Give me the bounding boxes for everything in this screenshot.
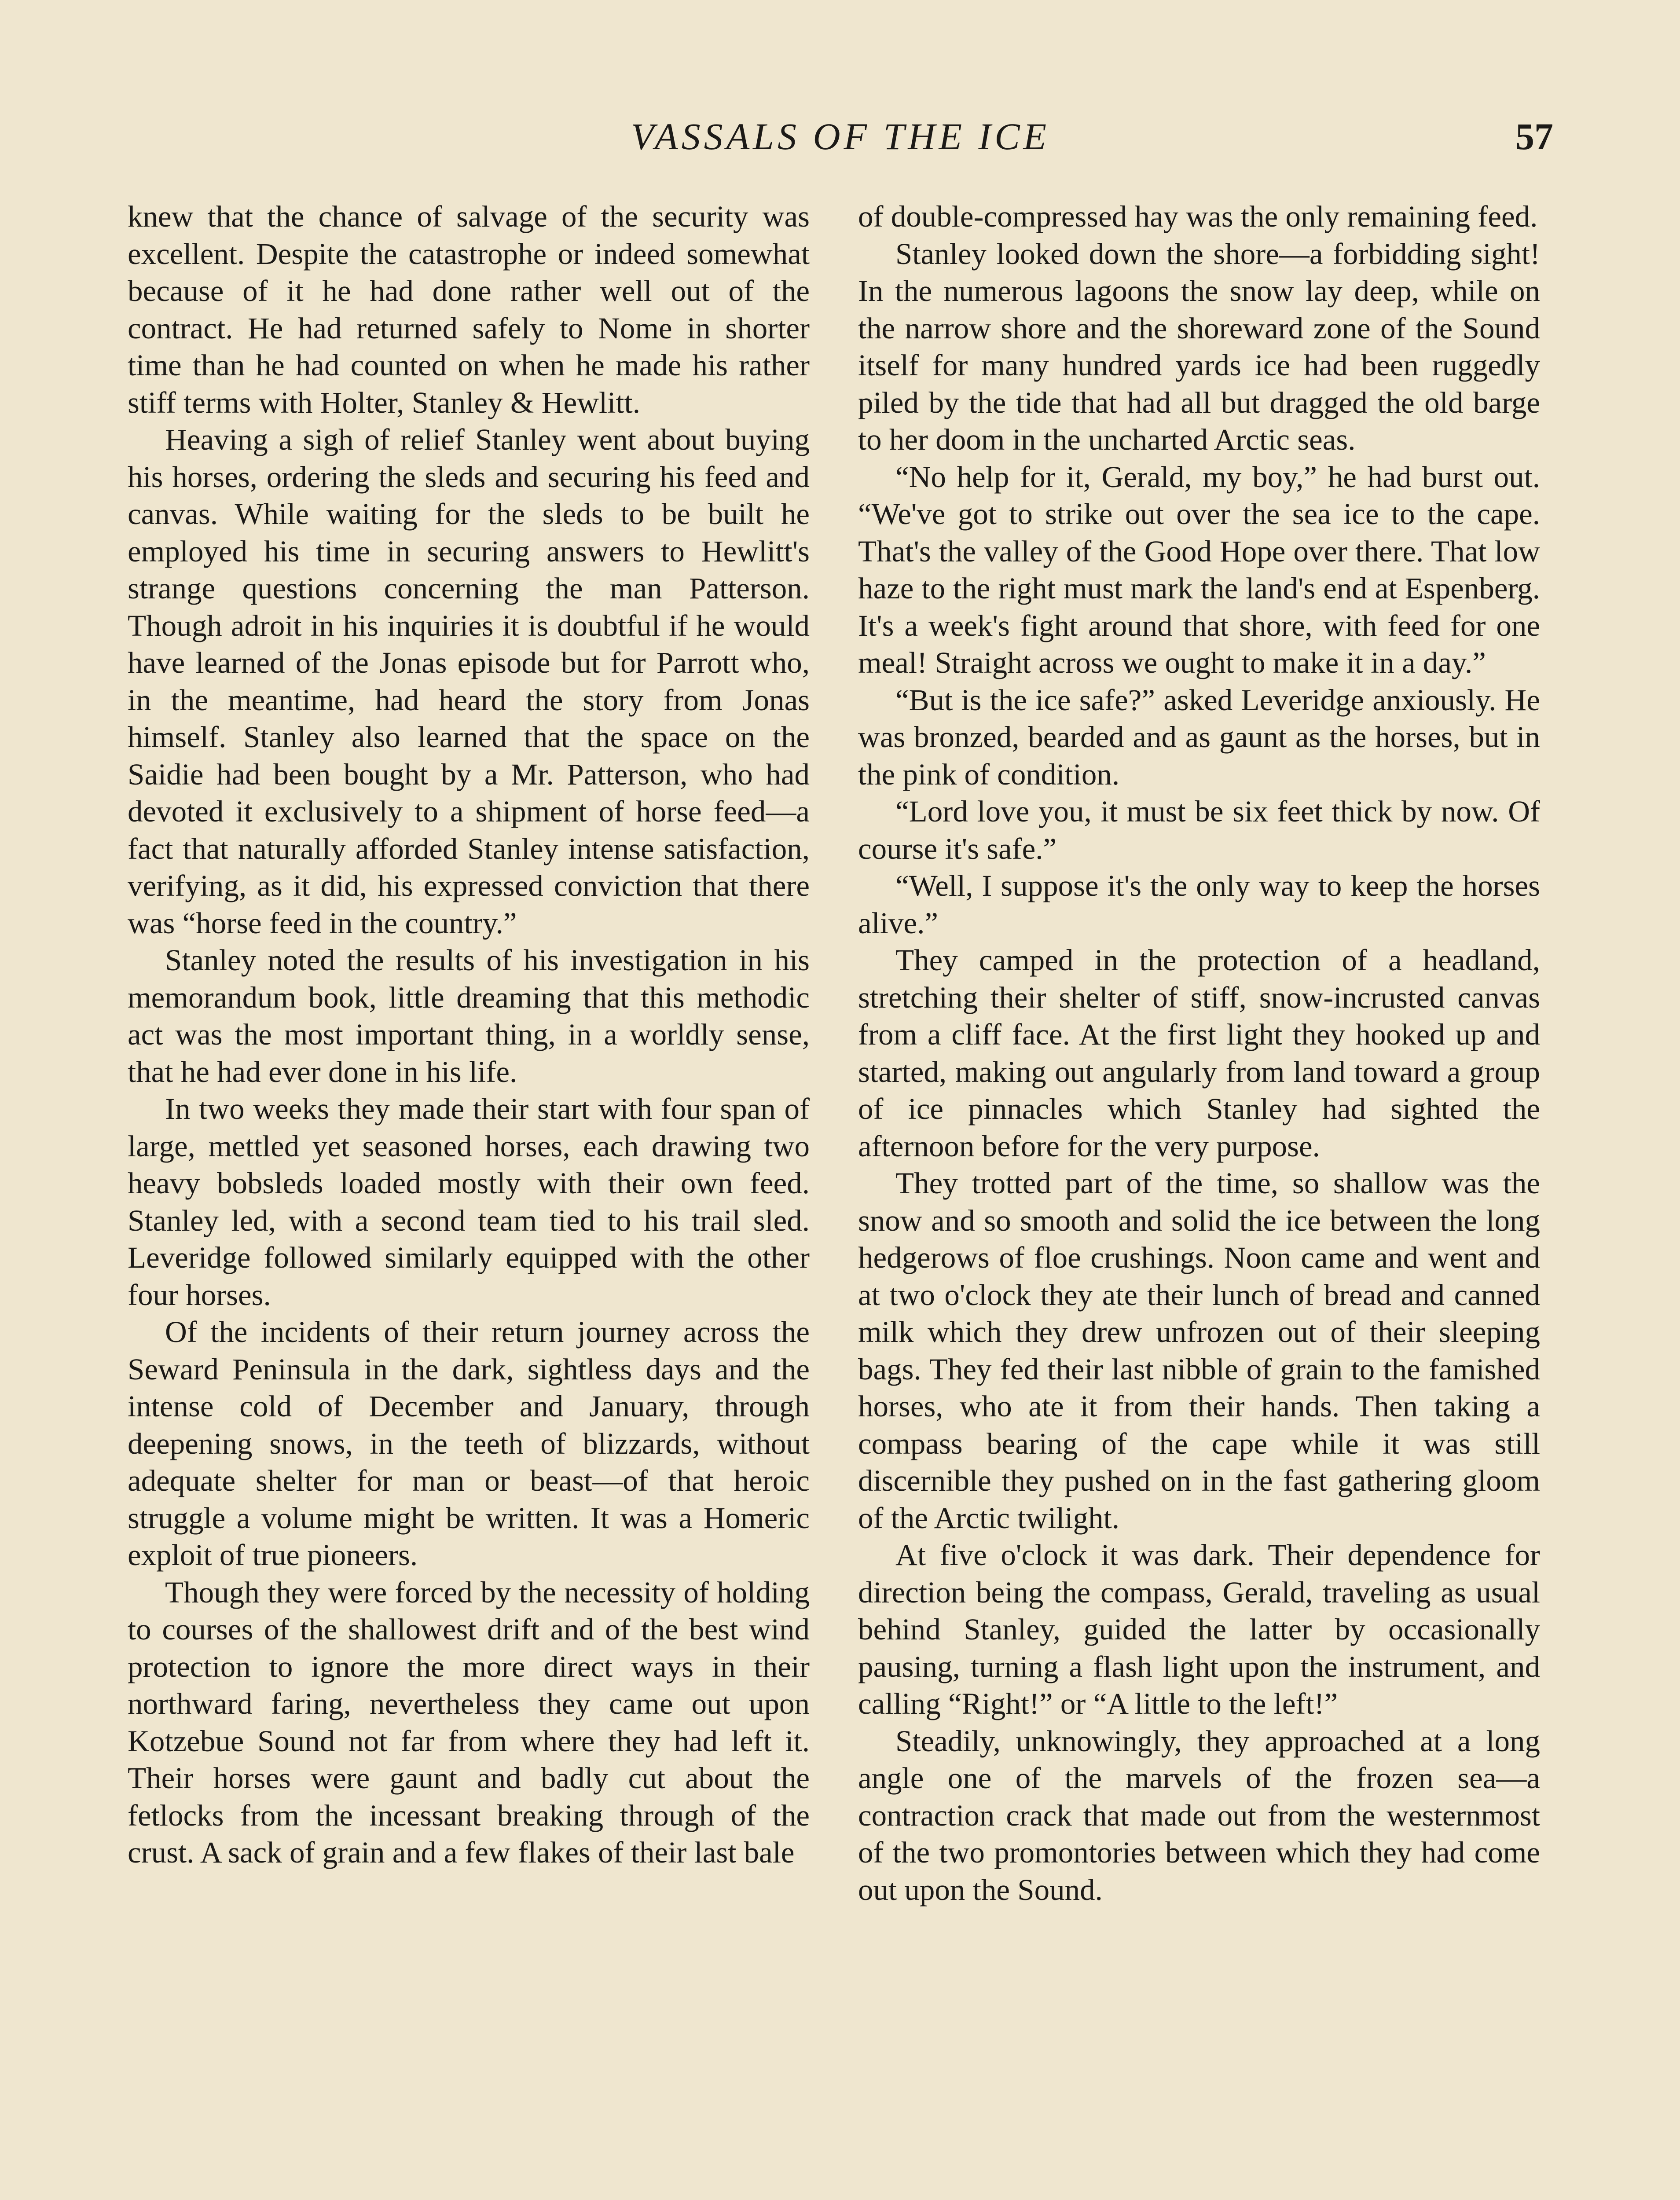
paragraph: They trotted part of the time, so shallow was the snow and so smooth and solid the ice between the long hedgerows of floe crushings. Noon came and went and at two o'clock they ate their lunch of bread and canned milk which they drew unfrozen out of their sleeping bags. They fed their last nibble of grain to the famished horses, who ate it from their hands. Then taking a compass bearing of the cape while it was still discernible they pushed on in the fast gathering gloom of the Arctic twilight. <box>858 1166 1540 1535</box>
paragraph: Heaving a sigh of relief Stanley went about buying his horses, ordering the sleds and securing his feed and canvas. While waiting for the sleds to be built he employed his time in securing answers to Hewlitt's strange questions concerning the man Patterson. Though adroit in his inquiries it is doubtful if he would have learned of the Jonas episode but for Parrott who, in the meantime, had heard the story from Jonas himself. Stanley also learned that the space on the Saidie had been bought by a Mr. Patterson, who had devoted it exclusively to a shipment of horse feed—a fact that naturally afforded Stanley intense satisfaction, verifying, as it did, his expressed conviction that there was “horse feed in the country.” <box>128 423 810 940</box>
paragraph: knew that the chance of salvage of the security was excellent. Despite the catastrophe or indeed somewhat because of it he had done rather well out of the contract. He had returned safely to Nome in shorter time than he had counted on when he made his rather stiff terms with Holter, Stanley & Hewlitt. <box>128 200 810 419</box>
paragraph: “No help for it, Gerald, my boy,” he had burst out. “We've got to strike out over the sea ice to the cape. That's the valley of the Good Hope over there. That low haze to the right must mark the land's end at Espenberg. It's a week's fight around that shore, with feed for one meal! Straight across we ought to make it in a day.” <box>858 460 1540 679</box>
page-number: 57 <box>1515 115 1553 158</box>
paragraph: At five o'clock it was dark. Their dependence for direction being the compass, Gerald, traveling as usual behind Stanley, guided the latter by occasionally pausing, turning a flash light upon the instrument, and calling “Right!” or “A little to the left!” <box>858 1538 1540 1720</box>
right-column <box>858 198 1540 1908</box>
paragraph: They camped in the protection of a headland, stretching their shelter of stiff, snow-incrusted canvas from a cliff face. At the first light they hooked up and started, making out angularly from land toward a group of ice pinnacles which Stanley had sighted the afternoon before for the very purpose. <box>858 943 1540 1163</box>
left-column <box>128 198 810 1871</box>
paragraph: In two weeks they made their start with four span of large, mettled yet seasoned horses, each drawing two heavy bobsleds loaded mostly with their own feed. Stanley led, with a second team tied to his trail sled. Leveridge followed similarly equipped with the other four horses. <box>128 1092 810 1312</box>
running-head <box>128 110 1553 163</box>
paragraph: Stanley looked down the shore—a forbidding sight! In the numerous lagoons the snow lay deep, while on the narrow shore and the shoreward zone of the Sound itself for many hundred yards ice had been ruggedly piled by the tide that had all but dragged the old barge to her doom in the uncharted Arctic seas. <box>858 237 1540 456</box>
running-title: VASSALS OF THE ICE <box>631 115 1050 158</box>
paragraph: Steadily, unknowingly, they approached at a long angle one of the marvels of the frozen sea—a contraction crack that made out from the westernmost of the two promontories between which they had come out upon the Sound. <box>858 1724 1540 1907</box>
paragraph: Of the incidents of their return journey across the Seward Peninsula in the dark, sightless days and the intense cold of December and January, through deepening snows, in the teeth of blizzards, without adequate shelter for man or beast—of that heroic struggle a volume might be written. It was a Homeric exploit of true pioneers. <box>128 1315 810 1572</box>
paragraph: of double-compressed hay was the only remaining feed. <box>858 200 1538 233</box>
paragraph: Stanley noted the results of his investigation in his memorandum book, little dreaming that this methodic act was the most important thing, in a worldly sense, that he had ever done in his life. <box>128 943 810 1089</box>
paragraph: Though they were forced by the necessity of holding to courses of the shallowest drift and of the best wind protection to ignore the more direct ways in their northward faring, nevertheless they came out upon Kotzebue Sound not far from where they had left it. Their horses were gaunt and badly cut about the fetlocks from the incessant breaking through of the crust. A sack of grain and a few flakes of their last bale <box>128 1575 810 1869</box>
paragraph: “But is the ice safe?” asked Leveridge anxiously. He was bronzed, bearded and as gaunt as the horses, but in the pink of condition. <box>858 683 1540 791</box>
paragraph: “Well, I suppose it's the only way to keep the horses alive.” <box>858 869 1540 940</box>
paragraph: “Lord love you, it must be six feet thick by now. Of course it's safe.” <box>858 795 1540 865</box>
